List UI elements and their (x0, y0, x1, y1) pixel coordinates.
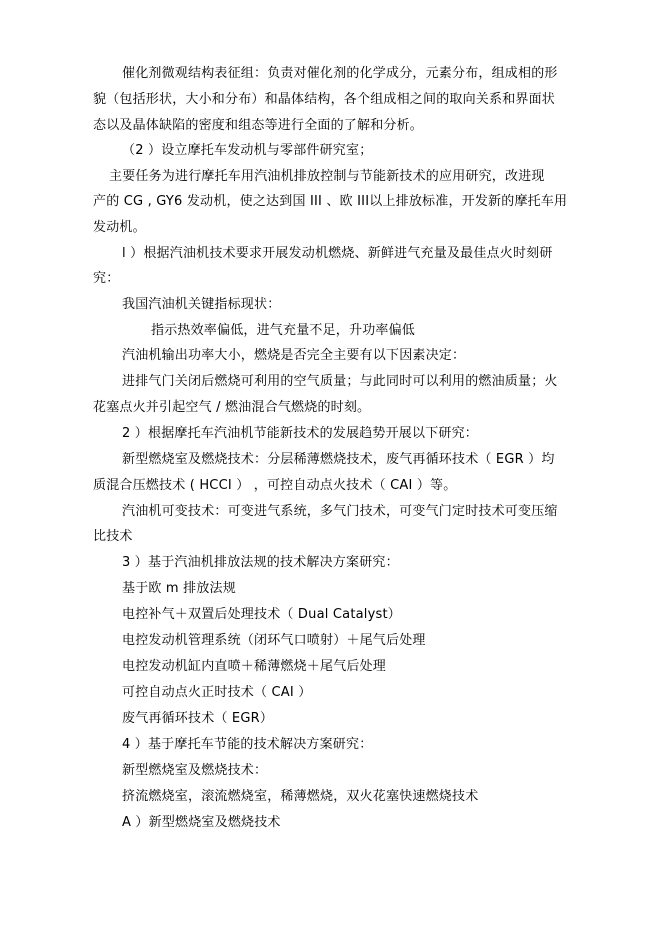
section-heading: （2 ）设立摩托车发动机与零部件研究室； (122, 143, 373, 158)
text-line: 电控发动机管理系统（闭环气口喷射）＋尾气后处理 (122, 633, 426, 648)
text-line: 产的 CG , GY6 发动机，使之达到国 III 、欧 III以上排放标准，开发新的摩托车用 (93, 194, 568, 209)
list-item: A ）新型燃烧室及燃烧技术 (122, 815, 281, 830)
text-line: 究： (93, 271, 120, 286)
text-line: 电控补气＋双置后处理技术（ Dual Catalyst） (122, 607, 401, 622)
text-line: 发动机。 (93, 220, 146, 235)
text-line: 汽油机可变技术：可变进气系统，多气门技术，可变气门定时技术可变压缩 (122, 504, 558, 519)
text-line: 新型燃烧室及燃烧技术：分层稀薄燃烧技术，废气再循环技术（ EGR ）均 (122, 452, 555, 467)
text-line: 态以及晶体缺陷的密度和组态等进行全面的了解和分析。 (93, 118, 424, 133)
text-line: 催化剂微观结构表征组：负责对催化剂的化学成分，元素分布，组成相的形 (122, 66, 558, 81)
text-line: 主要任务为进行摩托车用汽油机排放控制与节能新技术的应用研究，改进现 (109, 169, 545, 184)
text-line: 新型燃烧室及燃烧技术： (122, 763, 268, 778)
list-item: 2 ）根据摩托车汽油机节能新技术的发展趋势开展以下研究： (122, 426, 479, 441)
text-line: 进排气门关闭后燃烧可利用的空气质量；与此同时可以利用的燃油质量；火 (122, 374, 558, 389)
list-item: 3 ）基于汽油机排放法规的技术解决方案研究： (122, 555, 399, 570)
text-line: 质混合压燃技术 ( HCCI ） ，可控自动点火技术（ CAI ）等。 (93, 478, 457, 493)
list-item: l ）根据汽油机技术要求开展发动机燃烧、新鲜进气充量及最佳点火时刻研 (122, 246, 553, 261)
text-line: 基于欧 m 排放法规 (122, 581, 236, 596)
text-line: 废气再循环技术（ EGR） (122, 711, 274, 726)
text-line: 比技术 (93, 529, 133, 544)
list-item: 4 ）基于摩托车节能的技术解决方案研究： (122, 737, 373, 752)
text-line: 汽油机输出功率大小，燃烧是否完全主要有以下因素决定： (122, 348, 466, 363)
text-line: 花塞点火并引起空气 / 燃油混合气燃烧的时刻。 (93, 400, 371, 415)
text-line: 指示热效率偏低，进气充量不足，升功率偏低 (151, 323, 416, 338)
text-line: 电控发动机缸内直喷＋稀薄燃烧＋尾气后处理 (122, 659, 387, 674)
text-line: 貌（包括形状，大小和分布）和晶体结构，各个组成相之间的取向关系和界面状 (93, 92, 556, 107)
text-line: 我国汽油机关键指标现状： (122, 297, 281, 312)
text-line: 可控自动点火正时技术（ CAI ） (122, 685, 312, 700)
text-line: 挤流燃烧室，滚流燃烧室，稀薄燃烧，双火花塞快速燃烧技术 (122, 789, 479, 804)
